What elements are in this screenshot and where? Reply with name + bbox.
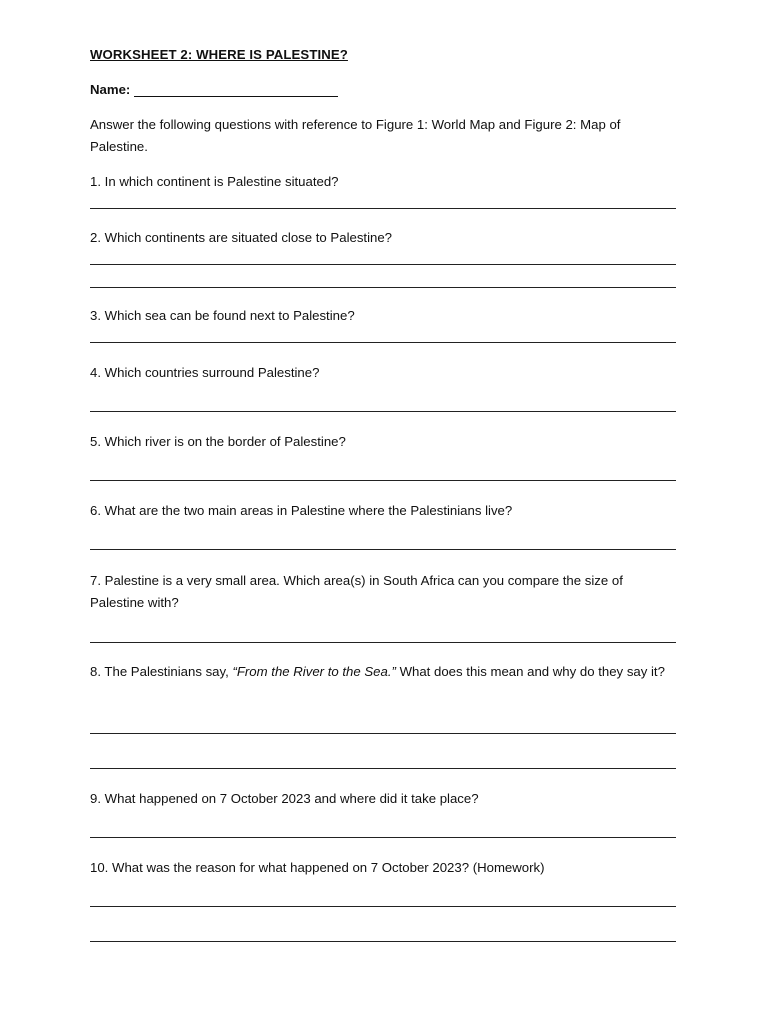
instructions-text: Answer the following questions with reference to Figure 1: World Map and Figure 2: Map of Palestine. <box>90 117 621 154</box>
question-10: 10. What was the reason for what happened on 7 October 2023? (Homework) <box>90 860 545 875</box>
name-answer-line[interactable] <box>134 82 338 97</box>
answer-line-2b[interactable] <box>90 287 676 288</box>
answer-line-4a[interactable] <box>90 411 676 412</box>
answer-line-10a[interactable] <box>90 906 676 907</box>
question-9: 9. What happened on 7 October 2023 and where did it take place? <box>90 791 479 806</box>
answer-line-2a[interactable] <box>90 264 676 265</box>
question-5: 5. Which river is on the border of Palestine? <box>90 434 346 449</box>
answer-line-5a[interactable] <box>90 480 676 481</box>
question-2: 2. Which continents are situated close to Palestine? <box>90 230 393 245</box>
question-1: 1. In which continent is Palestine situated? <box>90 174 339 189</box>
question-8 <box>90 661 680 683</box>
answer-line-1a[interactable] <box>90 208 676 209</box>
answer-line-8b[interactable] <box>90 768 676 769</box>
question-4: 4. Which countries surround Palestine? <box>90 365 320 380</box>
name-field-row <box>90 82 338 97</box>
worksheet-title: WORKSHEET 2: WHERE IS PALESTINE? <box>90 47 348 62</box>
question-8-text-before: 8. The Palestinians say, <box>90 664 233 679</box>
answer-line-10b[interactable] <box>90 941 676 942</box>
answer-line-6a[interactable] <box>90 549 676 550</box>
answer-line-3a[interactable] <box>90 342 676 343</box>
question-3: 3. Which sea can be found next to Palestine? <box>90 308 355 323</box>
question-8-text-after: What does this mean and why do they say it? <box>395 664 665 679</box>
answer-line-9a[interactable] <box>90 837 676 838</box>
answer-line-8a[interactable] <box>90 733 676 734</box>
question-7: 7. Palestine is a very small area. Which area(s) in South Africa can you compare the size of Palestine with? <box>90 573 623 610</box>
question-8-quote: “From the River to the Sea.” <box>232 664 396 679</box>
name-label: Name: <box>90 82 131 97</box>
question-6: 6. What are the two main areas in Palestine where the Palestinians live? <box>90 503 513 518</box>
answer-line-7a[interactable] <box>90 642 676 643</box>
